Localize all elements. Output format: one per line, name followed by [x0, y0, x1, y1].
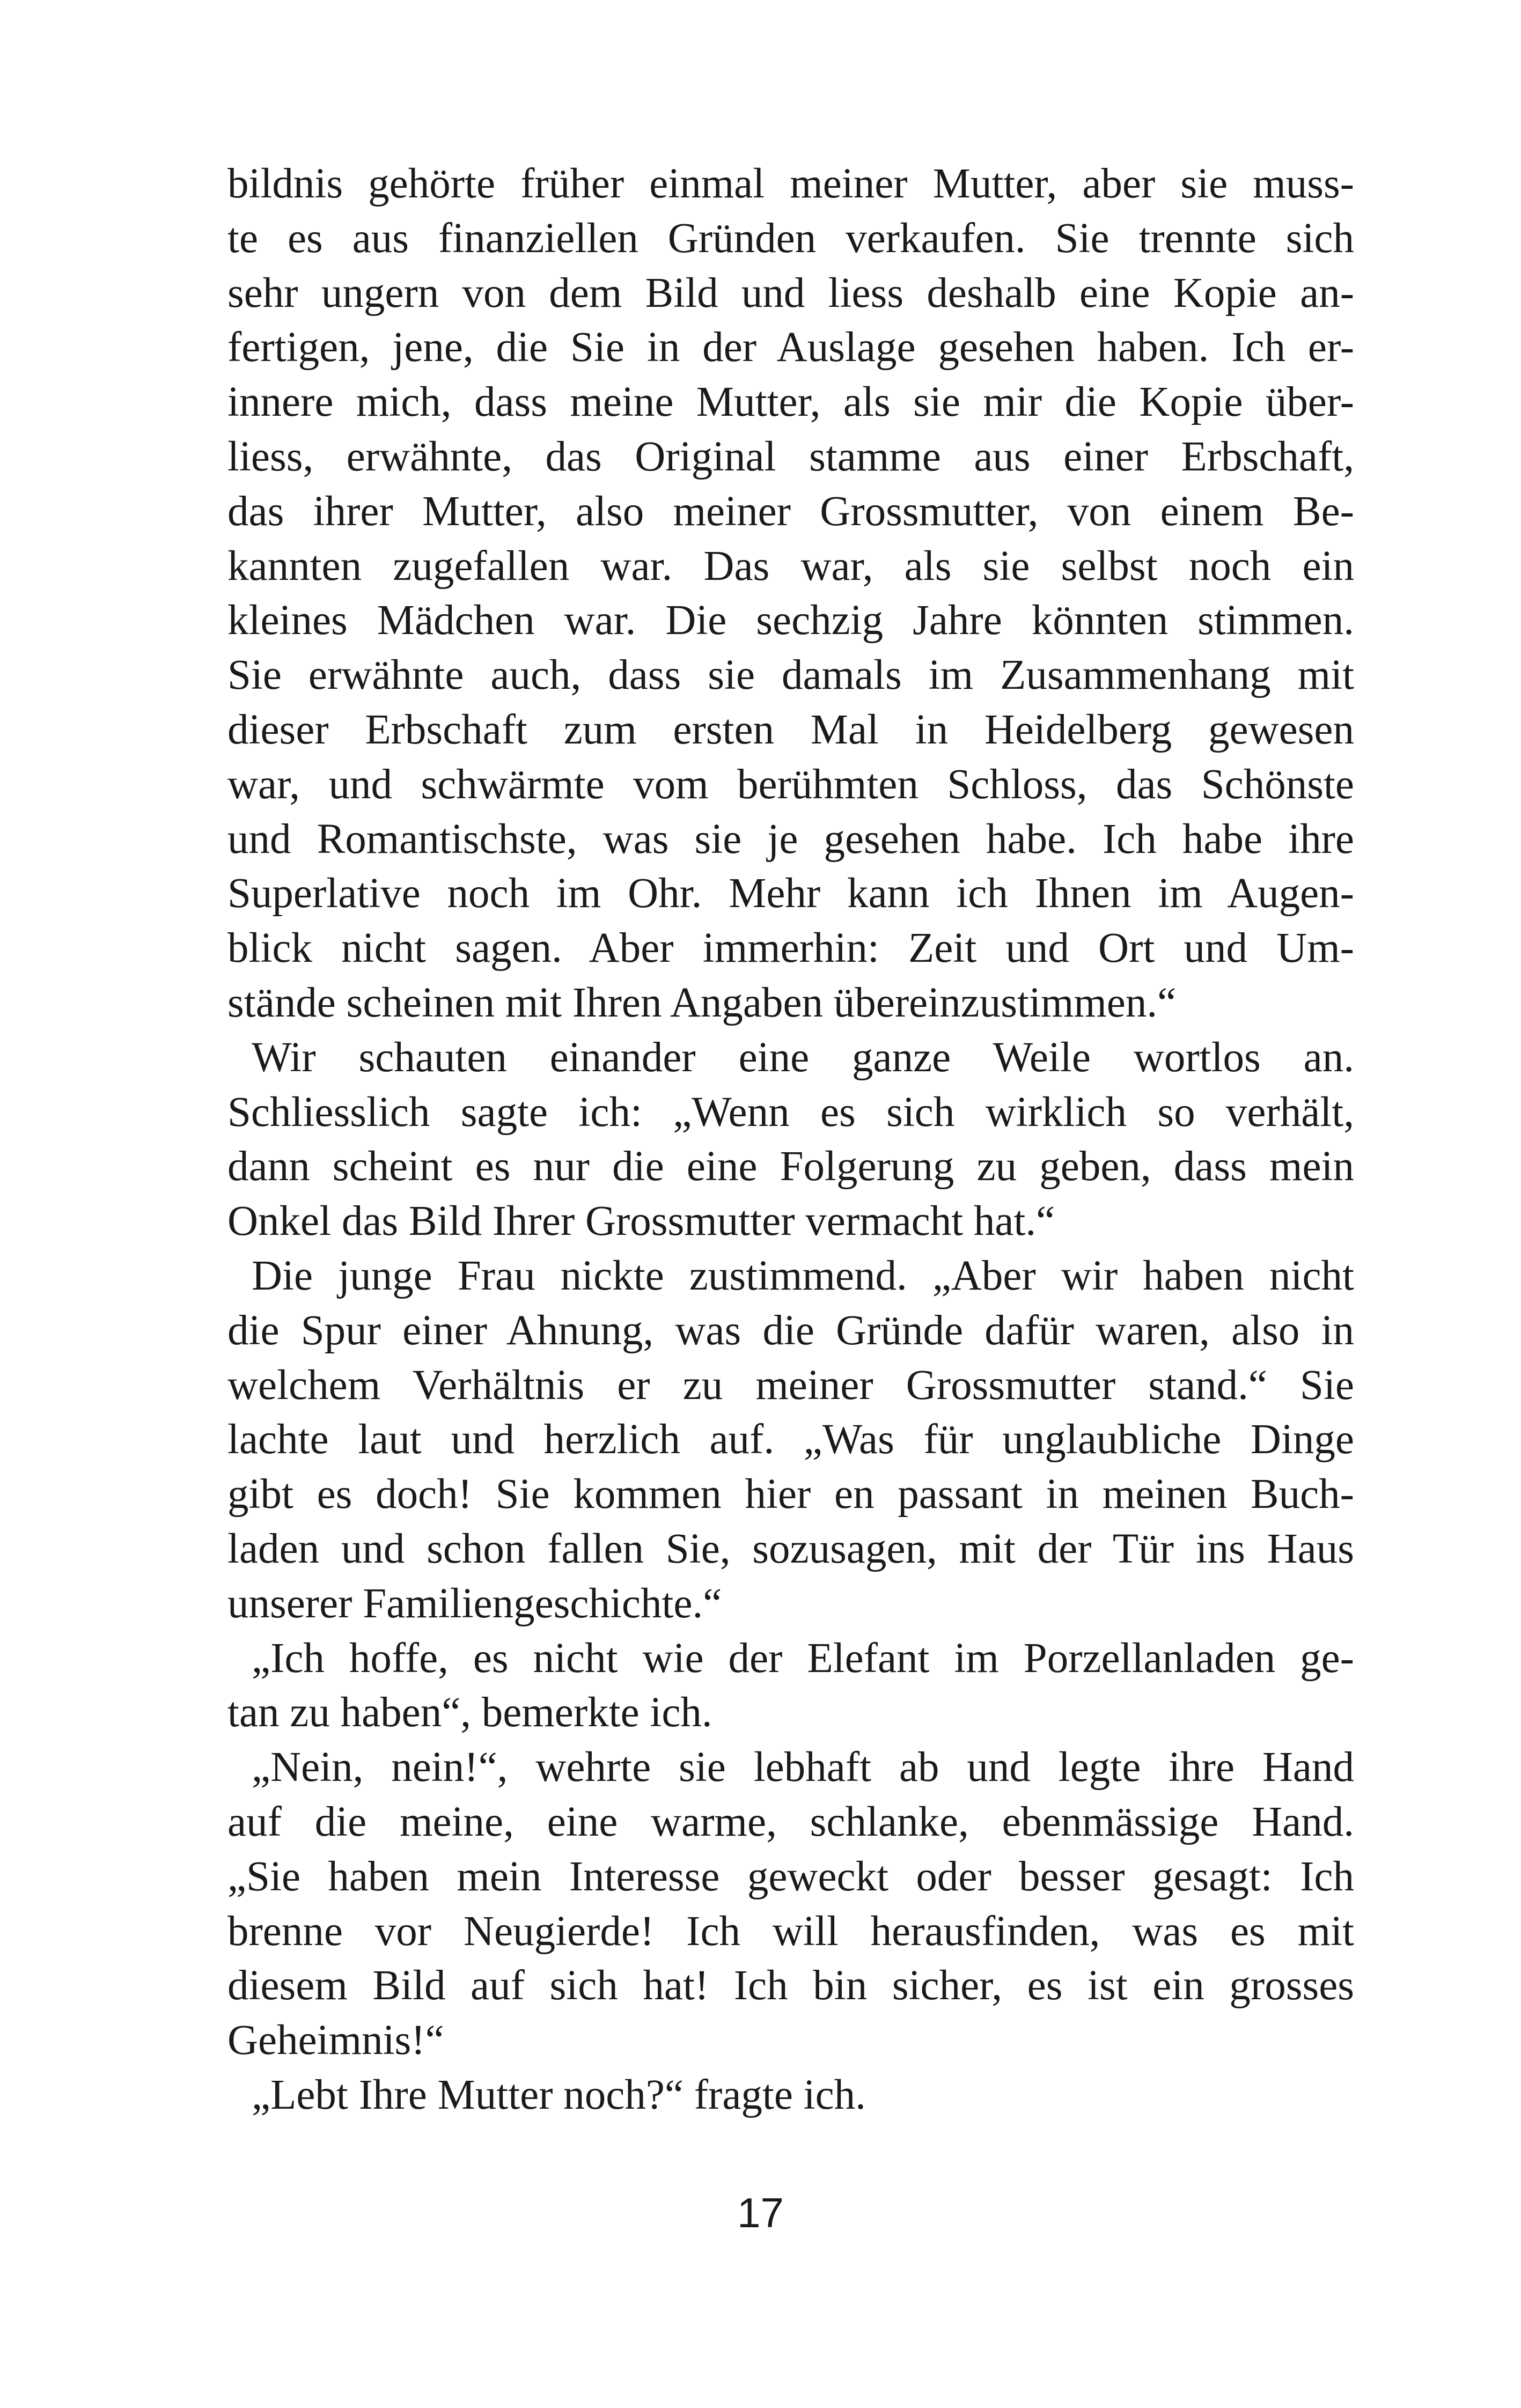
text-line: gibt es doch! Sie kommen hier en passant in meinen Buch-	[227, 1471, 1354, 1518]
text-line: war, und schwärmte vom berühmten Schloss, das Schönste	[227, 761, 1354, 808]
text-line: Schliesslich sagte ich: „Wenn es sich wirklich so verhält,	[227, 1088, 1354, 1136]
text-line: innere mich, dass meine Mutter, als sie mir die Kopie über-	[227, 379, 1354, 426]
text-line: kannten zugefallen war. Das war, als sie selbst noch ein	[227, 542, 1354, 590]
text-line: te es aus finanziellen Gründen verkaufen. Sie trennte sich	[227, 215, 1354, 262]
text-line: blick nicht sagen. Aber immerhin: Zeit und Ort und Um-	[227, 925, 1354, 972]
text-line: auf die meine, eine warme, schlanke, ebenmässige Hand.	[227, 1798, 1354, 1845]
body-text	[227, 157, 1354, 2123]
text-line: laden und schon fallen Sie, sozusagen, mit der Tür ins Haus	[227, 1525, 1354, 1572]
text-line: diesem Bild auf sich hat! Ich bin sicher, es ist ein grosses	[227, 1962, 1354, 2009]
page-number: 17	[737, 2189, 784, 2236]
text-line: kleines Mädchen war. Die sechzig Jahre könnten stimmen.	[227, 597, 1354, 644]
text-line: und Romantischste, was sie je gesehen habe. Ich habe ihre	[227, 815, 1354, 863]
text-line: fertigen, jene, die Sie in der Auslage gesehen haben. Ich er-	[227, 324, 1354, 371]
text-line: „Nein, nein!“, wehrte sie lebhaft ab und legte ihre Hand	[252, 1744, 1354, 1791]
text-line: sehr ungern von dem Bild und liess deshalb eine Kopie an-	[227, 269, 1354, 316]
text-line: dieser Erbschaft zum ersten Mal in Heidelberg gewesen	[227, 706, 1354, 753]
text-line: „Sie haben mein Interesse geweckt oder besser gesagt: Ich	[227, 1853, 1354, 1900]
text-line: Onkel das Bild Ihrer Grossmutter vermacht hat.“	[227, 1198, 1055, 1245]
text-line: die Spur einer Ahnung, was die Gründe dafür waren, also in	[227, 1307, 1354, 1354]
text-line: bildnis gehörte früher einmal meiner Mutter, aber sie muss-	[227, 160, 1354, 207]
text-line: brenne vor Neugierde! Ich will herausfinden, was es mit	[227, 1908, 1354, 1955]
text-line: welchem Verhältnis er zu meiner Grossmutter stand.“ Sie	[227, 1361, 1354, 1409]
text-line: Sie erwähnte auch, dass sie damals im Zusammenhang mit	[227, 652, 1354, 699]
text-line: dann scheint es nur die eine Folgerung zu geben, dass mein	[227, 1143, 1354, 1190]
text-line: liess, erwähnte, das Original stamme aus einer Erbschaft,	[227, 433, 1354, 480]
text-line: „Ich hoffe, es nicht wie der Elefant im Porzellanladen ge-	[252, 1634, 1354, 1682]
text-line: stände scheinen mit Ihren Angaben übereinzustimmen.“	[227, 979, 1177, 1026]
text-line: Wir schauten einander eine ganze Weile wortlos an.	[252, 1034, 1354, 1081]
text-line: unserer Familiengeschichte.“	[227, 1580, 722, 1627]
text-line: tan zu haben“, bemerkte ich.	[227, 1689, 712, 1736]
text-line: Geheimnis!“	[227, 2017, 444, 2064]
text-line: lachte laut und herzlich auf. „Was für unglaubliche Dinge	[227, 1416, 1354, 1463]
text-line: „Lebt Ihre Mutter noch?“ fragte ich.	[252, 2071, 866, 2118]
text-line: Die junge Frau nickte zustimmend. „Aber wir haben nicht	[252, 1252, 1354, 1299]
text-line: Superlative noch im Ohr. Mehr kann ich Ihnen im Augen-	[227, 870, 1354, 917]
text-line: das ihrer Mutter, also meiner Grossmutter, von einem Be-	[227, 488, 1354, 535]
